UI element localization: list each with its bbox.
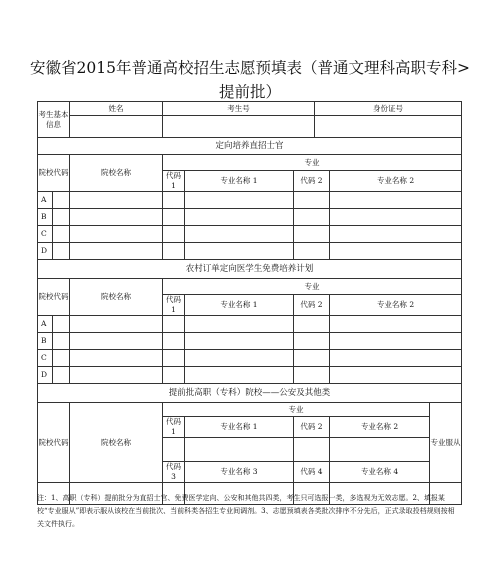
s1-a-school-code[interactable] xyxy=(53,192,70,209)
s2-row-d xyxy=(38,367,462,384)
section-2-title: 农村订单定向医学生免费培养计划 xyxy=(38,260,462,279)
s2-c-school-name[interactable] xyxy=(70,350,163,367)
application-form-table xyxy=(37,101,462,505)
s3-code4-label: 代码 4 xyxy=(294,462,330,483)
s1-d-name1[interactable] xyxy=(185,243,294,260)
s2-a-code2[interactable] xyxy=(294,316,330,333)
s1-name1-header: 专业名称 1 xyxy=(185,171,294,192)
s1-code2-header: 代码 2 xyxy=(294,171,330,192)
s1-b-name2[interactable] xyxy=(330,209,462,226)
s3-major-header: 专业 xyxy=(163,403,430,417)
s1-d-school-name[interactable] xyxy=(70,243,163,260)
form-title: 安徽省2015年普通高校招生志愿预填表（普通文理科高职专科>提前批） xyxy=(30,59,470,101)
s1-a-name2[interactable] xyxy=(330,192,462,209)
section-1-title: 定向培养直招士官 xyxy=(38,138,462,155)
s2-d-name2[interactable] xyxy=(330,367,462,384)
name-field[interactable] xyxy=(70,116,163,138)
s3-name2-label: 专业名称 2 xyxy=(330,417,430,438)
s1-a-school-name[interactable] xyxy=(70,192,163,209)
s2-d-code1[interactable] xyxy=(163,367,185,384)
s1-row-c xyxy=(38,226,462,243)
s2-school-code-header: 院校代码 xyxy=(38,279,70,316)
s2-a-name2[interactable] xyxy=(330,316,462,333)
s2-row-c xyxy=(38,350,462,367)
s2-a-name1[interactable] xyxy=(185,316,294,333)
id-number-field[interactable] xyxy=(315,116,462,138)
basic-info-label: 考生基本信息 xyxy=(38,102,70,138)
s2-code2-header: 代码 2 xyxy=(294,295,330,316)
s3-code1-label: 代码 1 xyxy=(163,417,185,438)
s2-b-code2[interactable] xyxy=(294,333,330,350)
exam-number-field[interactable] xyxy=(163,116,315,138)
s2-d-name1[interactable] xyxy=(185,367,294,384)
s1-row-a xyxy=(38,192,462,209)
name-label: 姓名 xyxy=(70,102,163,116)
row-letter: C xyxy=(38,226,53,243)
s1-a-name1[interactable] xyxy=(185,192,294,209)
s3-name4-label: 专业名称 4 xyxy=(330,462,430,483)
s2-code1-header: 代码 1 xyxy=(163,295,185,316)
s2-c-name2[interactable] xyxy=(330,350,462,367)
s2-major-header: 专业 xyxy=(163,279,462,295)
s2-b-school-code[interactable] xyxy=(53,333,70,350)
s2-name2-header: 专业名称 2 xyxy=(330,295,462,316)
s2-a-school-code[interactable] xyxy=(53,316,70,333)
s2-c-name1[interactable] xyxy=(185,350,294,367)
s1-school-code-header: 院校代码 xyxy=(38,155,70,192)
s1-c-school-code[interactable] xyxy=(53,226,70,243)
s1-b-school-code[interactable] xyxy=(53,209,70,226)
s1-b-code1[interactable] xyxy=(163,209,185,226)
s1-d-name2[interactable] xyxy=(330,243,462,260)
s3-name1-label: 专业名称 1 xyxy=(185,417,294,438)
s1-row-b xyxy=(38,209,462,226)
basic-info-header-row xyxy=(38,102,462,116)
s3-name3-label: 专业名称 3 xyxy=(185,462,294,483)
s1-b-code2[interactable] xyxy=(294,209,330,226)
s3-code2-label: 代码 2 xyxy=(294,417,330,438)
row-letter: B xyxy=(38,333,53,350)
section-3-title: 提前批高职（专科）院校——公安及其他类 xyxy=(38,384,462,403)
s2-row-b xyxy=(38,333,462,350)
basic-info-input-row xyxy=(38,116,462,138)
footnote: 注：1、高职（专科）提前批分为直招士官、免费医学定向、公安和其他共四类，考生只可选报一类，多选视为无效志愿。2、填报某校“专业服从”即表示服从该校在当前批次、当前科类各招生专业间调剂。3、志愿预填表各类批次排序不分先后，正式录取投档规则按相关文件执行。 xyxy=(37,494,455,528)
s2-b-name2[interactable] xyxy=(330,333,462,350)
s2-c-code1[interactable] xyxy=(163,350,185,367)
s1-c-school-name[interactable] xyxy=(70,226,163,243)
exam-number-label: 考生号 xyxy=(163,102,315,116)
s2-d-code2[interactable] xyxy=(294,367,330,384)
s3-code2-field[interactable] xyxy=(294,438,330,462)
s3-code3-label: 代码 3 xyxy=(163,462,185,483)
s1-b-school-name[interactable] xyxy=(70,209,163,226)
row-letter: D xyxy=(38,243,53,260)
s2-b-name1[interactable] xyxy=(185,333,294,350)
s1-b-name1[interactable] xyxy=(185,209,294,226)
s2-c-school-code[interactable] xyxy=(53,350,70,367)
s3-name2-field[interactable] xyxy=(330,438,430,462)
s2-d-school-code[interactable] xyxy=(53,367,70,384)
s2-a-code1[interactable] xyxy=(163,316,185,333)
s1-a-code1[interactable] xyxy=(163,192,185,209)
s1-d-school-code[interactable] xyxy=(53,243,70,260)
s1-name2-header: 专业名称 2 xyxy=(330,171,462,192)
s1-school-name-header: 院校名称 xyxy=(70,155,163,192)
s3-major-obey-header: 专业服从 xyxy=(430,403,462,483)
s2-name1-header: 专业名称 1 xyxy=(185,295,294,316)
s1-row-d xyxy=(38,243,462,260)
s1-major-header: 专业 xyxy=(163,155,462,171)
s1-c-name1[interactable] xyxy=(185,226,294,243)
s3-code1-field[interactable] xyxy=(163,438,185,462)
row-letter: B xyxy=(38,209,53,226)
s1-a-code2[interactable] xyxy=(294,192,330,209)
s2-school-name-header: 院校名称 xyxy=(70,279,163,316)
s3-name1-field[interactable] xyxy=(185,438,294,462)
s2-c-code2[interactable] xyxy=(294,350,330,367)
s3-school-code-header: 院校代码 xyxy=(38,403,70,483)
id-number-label: 身份证号 xyxy=(315,102,462,116)
s2-b-code1[interactable] xyxy=(163,333,185,350)
s1-c-name2[interactable] xyxy=(330,226,462,243)
row-letter: A xyxy=(38,316,53,333)
row-letter: C xyxy=(38,350,53,367)
row-letter: A xyxy=(38,192,53,209)
s1-code1-header: 代码 1 xyxy=(163,171,185,192)
s2-a-school-name[interactable] xyxy=(70,316,163,333)
s3-school-name-header: 院校名称 xyxy=(70,403,163,483)
s2-row-a xyxy=(38,316,462,333)
s1-d-code1[interactable] xyxy=(163,243,185,260)
s1-c-code2[interactable] xyxy=(294,226,330,243)
s1-c-code1[interactable] xyxy=(163,226,185,243)
s2-b-school-name[interactable] xyxy=(70,333,163,350)
s2-d-school-name[interactable] xyxy=(70,367,163,384)
s1-d-code2[interactable] xyxy=(294,243,330,260)
row-letter: D xyxy=(38,367,53,384)
